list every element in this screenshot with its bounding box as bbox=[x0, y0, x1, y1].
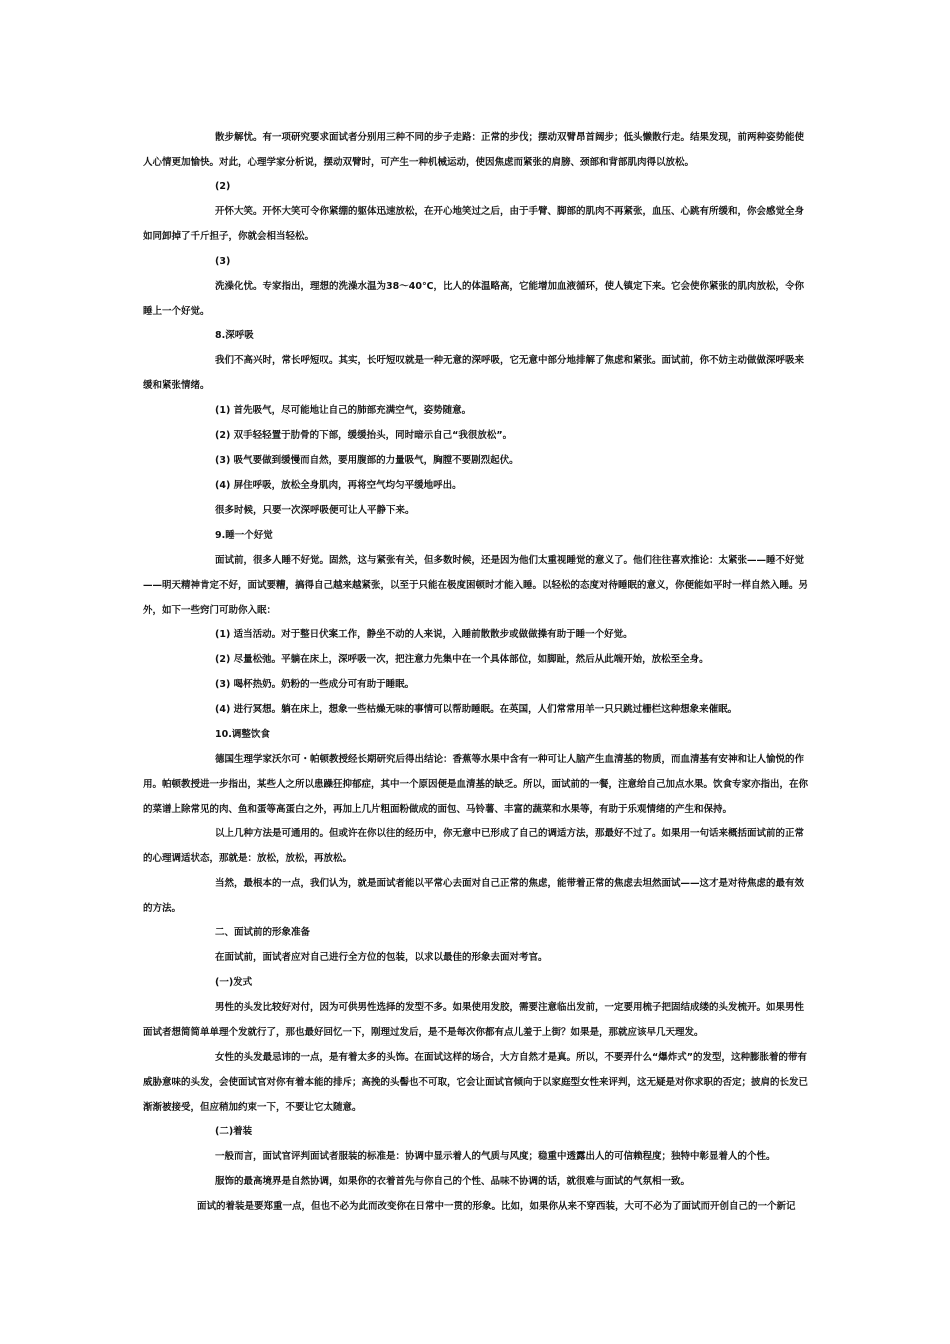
paragraph-conclusion: 当然，最根本的一点，我们认为，就是面试者能以平常心去面对自己正常的焦虑，能带着正常的焦虑去坦然面试——这才是对待焦虑的最有效的方法。 bbox=[143, 878, 805, 914]
heading-deep-breath: 8.深呼吸 bbox=[215, 330, 254, 341]
list-item: (4) 进行冥想。躺在床上，想象一些枯燥无味的事情可以帮助睡眠。在英国，人们常常用羊一只只跳过栅栏这种想象来催眠。 bbox=[215, 704, 738, 715]
item-number-2: (2) bbox=[215, 181, 231, 192]
paragraph-bathing: 洗澡化忧。专家指出，理想的洗澡水温为38～40℃，比人的体温略高，它能增加血液循环，使人镇定下来。它会使你紧张的肌肉放松，令你睡上一个好觉。 bbox=[143, 281, 804, 317]
paragraph-breath-note: 很多时候，只要一次深呼吸便可让人平静下来。 bbox=[215, 505, 415, 516]
list-item: (4) 屏住呼吸，放松全身肌肉，再将空气均匀平缓地呼出。 bbox=[215, 480, 462, 491]
paragraph-sleep: 面试前，很多人睡不好觉。固然，这与紧张有关，但多数时候，还是因为他们太重视睡觉的意义了。他们往往喜欢推论：太紧张——睡不好觉——明天精神肯定不好，面试要糟，搞得自己越来越紧张，以至于只能在极度困顿时才能入睡。以轻松的态度对待睡眠的意义，你便能如平时一样自然入睡。另外，如下一些窍门可助你入眠： bbox=[143, 555, 809, 616]
paragraph-deep-breath: 我们不高兴时，常长呼短叹。其实，长吁短叹就是一种无意的深呼吸，它无意中部分地排解了焦虑和紧张。面试前，你不妨主动做做深呼吸来缓和紧张情绪。 bbox=[143, 355, 805, 391]
paragraph-attire-standard: 一般而言，面试官评判面试者服装的标准是：协调中显示着人的气质与风度；稳重中透露出人的可信赖程度；独特中彰显着人的个性。 bbox=[215, 1151, 776, 1162]
heading-hairstyle: (一)发式 bbox=[215, 977, 253, 988]
paragraph-laughing: 开怀大笑。开怀大笑可令你紧绷的躯体迅速放松，在开心地笑过之后，由于手臂、脚部的肌肉不再紧张，血压、心跳有所缓和，你会感觉全身如同卸掉了千斤担子，你就会相当轻松。 bbox=[143, 206, 805, 242]
paragraph-female-hair: 女性的头发最忌讳的一点，是有着太多的头饰。在面试这样的场合，大方自然才是真。所以，不要弄什么“爆炸式”的发型，这种膨胀着的带有威胁意味的头发，会使面试官对你有着本能的排斥；高挽的头髻也不可取，它会让面试官倾向于以家庭型女性来评判，这无疑是对你求职的否定；披肩的长发已渐渐被接受，但应稍加约束一下，不要让它太随意。 bbox=[143, 1052, 809, 1113]
list-item: (2) 尽量松弛。平躺在床上，深呼吸一次，把注意力先集中在一个具体部位，如脚趾，然后从此端开始，放松至全身。 bbox=[215, 654, 709, 665]
item-number-3: (3) bbox=[215, 256, 231, 267]
paragraph-walking: 散步解忧。有一项研究要求面试者分别用三种不同的步子走路：正常的步伐；摆动双臂昂首阔步；低头懒散行走。结果发现，前两种姿势能使人心情更加愉快。对此，心理学家分析说，摆动双臂时，可产生一种机械运动，使因焦虑而紧张的肩膀、颈部和背部肌肉得以放松。 bbox=[143, 132, 805, 168]
heading-diet: 10.调整饮食 bbox=[215, 729, 270, 740]
list-item: (3) 喝杯热奶。奶粉的一些成分可有助于睡眠。 bbox=[215, 679, 415, 690]
list-item: (3) 吸气要做到缓慢而自然，要用腹部的力量吸气，胸膛不要剧烈起伏。 bbox=[215, 455, 519, 466]
list-item: (2) 双手轻轻置于肋骨的下部，缓缓抬头，同时暗示自己“我很放松”。 bbox=[215, 430, 513, 441]
paragraph-image-intro: 在面试前，面试者应对自己进行全方位的包装，以求以最佳的形象去面对考官。 bbox=[215, 952, 548, 963]
paragraph-male-hair: 男性的头发比较好对付，因为可供男性选择的发型不多。如果使用发胶，需要注意临出发前，一定要用梳子把固结成缕的头发梳开。如果男性面试者想简简单单理个发就行了，那也最好回忆一下，刚理过发后，是不是每次你都有点儿羞于上街？如果是，那就应该早几天理发。 bbox=[143, 1002, 805, 1038]
list-item: (1) 首先吸气，尽可能地让自己的肺部充满空气，姿势随意。 bbox=[215, 405, 472, 416]
paragraph-summary: 以上几种方法是可通用的。但或许在你以往的经历中，你无意中已形成了自己的调适方法，那最好不过了。如果用一句话来概括面试前的正常的心理调适状态，那就是：放松，放松，再放松。 bbox=[143, 828, 805, 864]
heading-sleep: 9.睡一个好觉 bbox=[215, 530, 273, 541]
heading-image-prep: 二、面试前的形象准备 bbox=[215, 927, 311, 938]
heading-attire: (二)着装 bbox=[215, 1126, 253, 1137]
paragraph-attire-harmony: 服饰的最高境界是自然协调，如果你的衣着首先与你自己的个性、品味不协调的话，就很难与面试的气氛相一致。 bbox=[215, 1176, 691, 1187]
list-item: (1) 适当活动。对于整日伏案工作，静坐不动的人来说，入睡前散散步或做做操有助于睡一个好觉。 bbox=[215, 629, 633, 640]
paragraph-attire-formal: 面试的着装是要郑重一点，但也不必为此而改变你在日常中一贯的形象。比如，如果你从来不穿西装，大可不必为了面试而开创自己的一个新记 bbox=[197, 1201, 796, 1212]
paragraph-diet: 德国生理学家沃尔可・帕顿教授经长期研究后得出结论：香蕉等水果中含有一种可让人脑产生血清基的物质，而血清基有安神和让人愉悦的作用。帕顿教授进一步指出，某些人之所以患躁狂抑郁症，其中一个原因便是血清基的缺乏。所以，面试前的一餐，注意给自己加点水果。饮食专家亦指出，在你的菜谱上除常见的肉、鱼和蛋等高蛋白之外，再加上几片粗面粉做成的面包、马铃薯、丰富的蔬菜和水果等，有助于乐观情绪的产生和保持。 bbox=[143, 754, 809, 815]
